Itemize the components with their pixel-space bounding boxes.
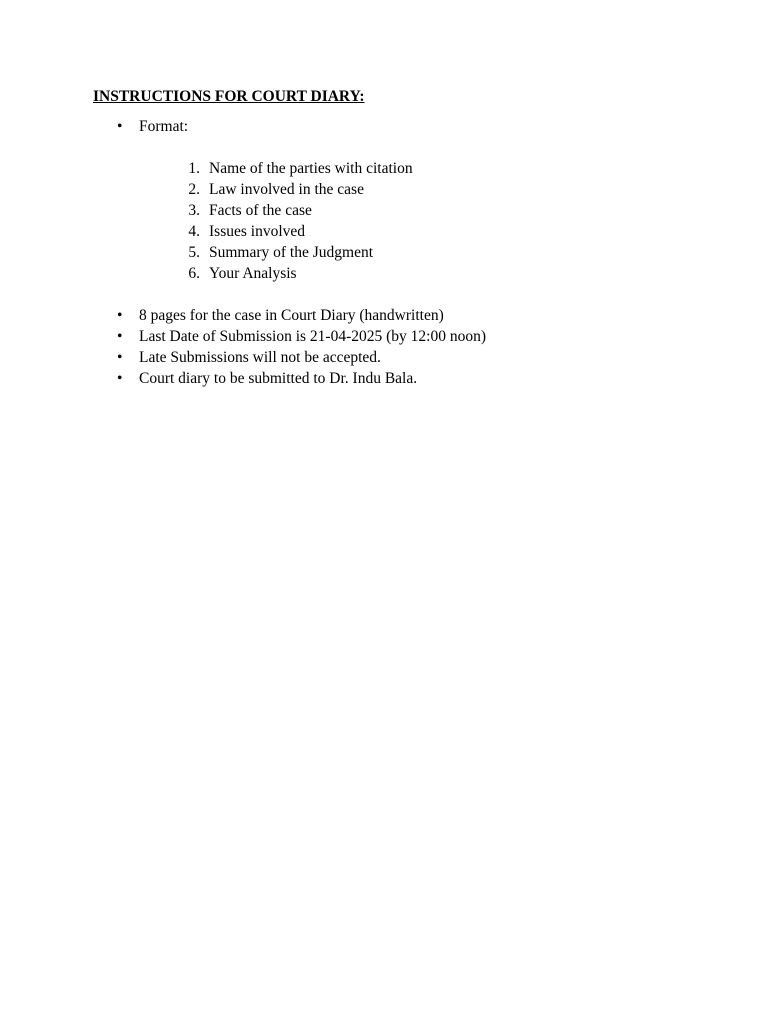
item-number: 5.: [188, 244, 200, 261]
list-item-format: [0, 116, 768, 137]
numbered-item: [0, 263, 768, 284]
item-text: Law involved in the case: [209, 181, 364, 198]
item-number: 3.: [188, 202, 200, 219]
numbered-item: [0, 158, 768, 179]
item-number: 6.: [188, 265, 200, 282]
list-item-text: Last Date of Submission is 21-04-2025 (by 12:00 noon): [139, 328, 487, 345]
list-item: [0, 326, 768, 347]
numbered-item: [0, 221, 768, 242]
item-number: 4.: [188, 223, 200, 240]
item-text: Your Analysis: [209, 265, 297, 282]
list-item: [0, 305, 768, 326]
item-number: 2.: [188, 181, 200, 198]
item-text: Summary of the Judgment: [209, 244, 374, 261]
item-text: Issues involved: [209, 223, 306, 240]
list-item-text: Court diary to be submitted to Dr. Indu Bala.: [139, 370, 418, 387]
bullet-icon: •: [117, 307, 123, 324]
list-item-text: Late Submissions will not be accepted.: [139, 349, 381, 366]
list-item: [0, 368, 768, 389]
bullet-icon: •: [117, 370, 123, 387]
numbered-item: [0, 179, 768, 200]
item-number: 1.: [188, 160, 200, 177]
bullet-icon: •: [117, 328, 123, 345]
document-heading: INSTRUCTIONS FOR COURT DIARY:: [93, 88, 365, 105]
numbered-item: [0, 200, 768, 221]
list-item: [0, 347, 768, 368]
item-text: Name of the parties with citation: [209, 160, 413, 177]
list-item-text: 8 pages for the case in Court Diary (handwritten): [139, 307, 444, 324]
format-label: Format:: [139, 118, 189, 135]
item-text: Facts of the case: [209, 202, 312, 219]
bullet-icon: •: [117, 349, 123, 366]
numbered-item: [0, 242, 768, 263]
bullet-icon: •: [117, 118, 123, 135]
